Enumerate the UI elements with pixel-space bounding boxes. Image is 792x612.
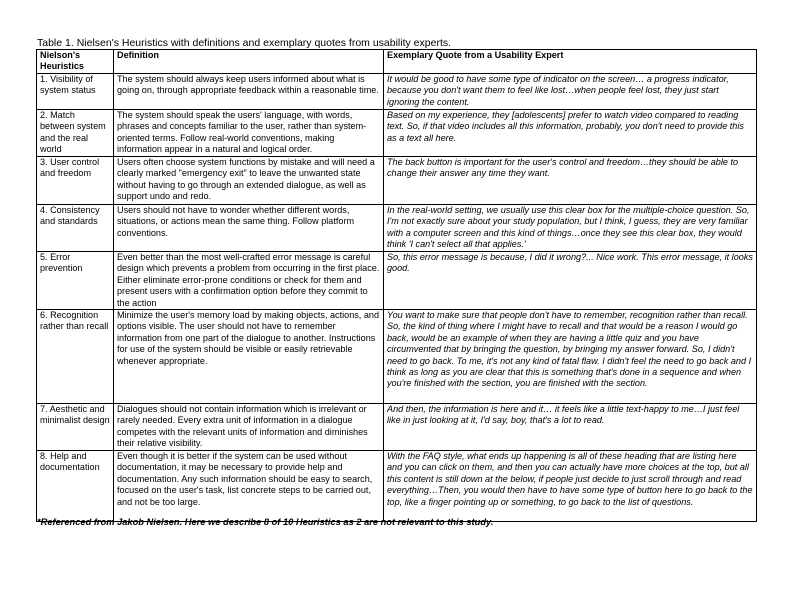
heuristic-name-text: 2. Match between system and the real world (40, 110, 106, 155)
table-row (37, 110, 757, 157)
definition-text: Users should not have to wonder whether different words, situations, or actions mean the same thing. Follow platform conventions. (117, 205, 355, 238)
table-row (37, 157, 757, 205)
heuristic-name (37, 157, 114, 205)
table-row (37, 252, 757, 310)
table-caption: Table 1. Nielsen's Heuristics with definitions and exemplary quotes from usability experts. (37, 37, 452, 49)
heuristic-name (37, 252, 114, 310)
header-definition: Definition (114, 50, 384, 74)
expert-quote (384, 252, 757, 310)
heuristics-table (36, 49, 757, 522)
heuristic-definition (114, 252, 384, 310)
quote-text: Based on my experience, they [adolescents] prefer to watch video compared to reading text. So, if that video includes all this information, probably, you don't need to provide this as a text all here. (387, 110, 744, 143)
heuristic-name (37, 404, 114, 451)
heuristic-name-text: 3. User control and freedom (40, 157, 100, 179)
heuristic-name-text: 5. Error prevention (40, 252, 83, 274)
quote-text: In the real-world setting, we usually use this clear box for the multiple-choice question. So, I'm not exactly sure about your study population, but I think, I guess, they are very familiar with a computer screen and this kind of things…once they see this clear box, they would think 'I can't select all that applies.' (387, 205, 750, 250)
expert-quote (384, 404, 757, 451)
table-row (37, 451, 757, 522)
heuristic-name (37, 310, 114, 404)
quote-text: And then, the information is here and it… it feels like a little text-happy to me…I just feel like in just looking at it, I'd say, boy, that's a lot to read. (387, 404, 740, 426)
definition-text: Dialogues should not contain information which is irrelevant or rarely needed. Every extra unit of information in a dialogue competes with the relevant units of information and diminishes their relative visibility. (117, 404, 368, 449)
heuristic-definition (114, 157, 384, 205)
quote-text: So, this error message is because, I did it wrong?... Nice work. This error message, it looks good. (387, 252, 753, 274)
expert-quote (384, 157, 757, 205)
quote-text: You want to make sure that people don't have to remember, recognition rather than recall. So, the kind of thing where I might have to recall and that would be a reason I would go back, would be an example of when they are having a little quiz and you have circumvented that by bringing the question, by bringing my answer forward. So, I didn't need to go back. To me, it's not any kind of fatal flaw. I didn't feel the need to go back and I think as long as you are clear that this is something that's done in a sequence and when you're finished with the section, you are finished with the section. (387, 310, 752, 389)
quote-text: The back button is important for the user's control and freedom…they should be able to change their answer any time they want. (387, 157, 739, 179)
table-row (37, 205, 757, 252)
heuristic-name (37, 205, 114, 252)
table-header-row (37, 50, 757, 74)
heuristic-name-text: 7. Aesthetic and minimalist design (40, 404, 110, 426)
heuristic-name-text: 1. Visibility of system status (40, 74, 96, 96)
heuristic-name (37, 110, 114, 157)
header-quote: Exemplary Quote from a Usability Expert (384, 50, 757, 74)
expert-quote (384, 310, 757, 404)
header-heuristics: Nielson's Heuristics (37, 50, 114, 74)
table-row (37, 74, 757, 110)
heuristic-definition (114, 310, 384, 404)
definition-text: Users often choose system functions by mistake and will need a clearly marked "emergency exit" to leave the unwanted state without having to go through an extended dialogue, as well as support undo and redo. (117, 157, 375, 202)
heuristic-definition (114, 451, 384, 522)
heuristic-name (37, 74, 114, 110)
heuristic-name (37, 451, 114, 522)
heuristic-definition (114, 205, 384, 252)
heuristic-definition (114, 404, 384, 451)
quote-text: With the FAQ style, what ends up happening is all of these heading that are listing here and you can click on them, and then you can actually have more choices at the top, but all this content is still down at the below, if people just decide to just scroll through and read everything…Then, you would then have to have some type of button here to go back to the top, like a finger pointing up or something, to go back to the list of questions. (387, 451, 753, 507)
quote-text: It would be good to have some type of indicator on the screen… a progress indicator, because you don't want them to feel like lost…when people feel lost, they just start ignoring the content. (387, 74, 729, 107)
heuristic-name-text: 6. Recognition rather than recall (40, 310, 109, 332)
expert-quote (384, 110, 757, 157)
heuristic-name-text: 4. Consistency and standards (40, 205, 100, 227)
heuristic-definition (114, 110, 384, 157)
definition-text: Even though it is better if the system can be used without documentation, it may be necessary to provide help and documentation. Any such information should be easy to search, focused on the user's task, list concrete steps to be carried out, and not be too large. (117, 451, 373, 507)
expert-quote (384, 451, 757, 522)
definition-text: Even better than the most well-crafted error message is careful design which prevents a problem from occurring in the first place. Either eliminate error-prone conditions or check for them and present users with a confirmation option before they commit to the action (117, 252, 380, 308)
table-row (37, 404, 757, 451)
definition-text: The system should speak the users' language, with words, phrases and concepts familiar to the user, rather than system-oriented terms. Follow real-world conventions, making information appear in a natural and logical order. (117, 110, 367, 155)
definition-text: The system should always keep users informed about what is going on, through appropriate feedback within a reasonable time. (117, 74, 379, 96)
table-footnote: *Referenced from Jakob Nielsen. Here we describe 8 of 10 Heuristics as 2 are not relevant to this study. (37, 517, 494, 527)
table-row (37, 310, 757, 404)
expert-quote (384, 74, 757, 110)
definition-text: Minimize the user's memory load by making objects, actions, and options visible. The user should not have to remember information from one part of the dialogue to another. Instructions for use of the system should be visible or easily retrievable whenever appropriate. (117, 310, 380, 366)
expert-quote (384, 205, 757, 252)
heuristic-name-text: 8. Help and documentation (40, 451, 100, 473)
heuristic-definition (114, 74, 384, 110)
